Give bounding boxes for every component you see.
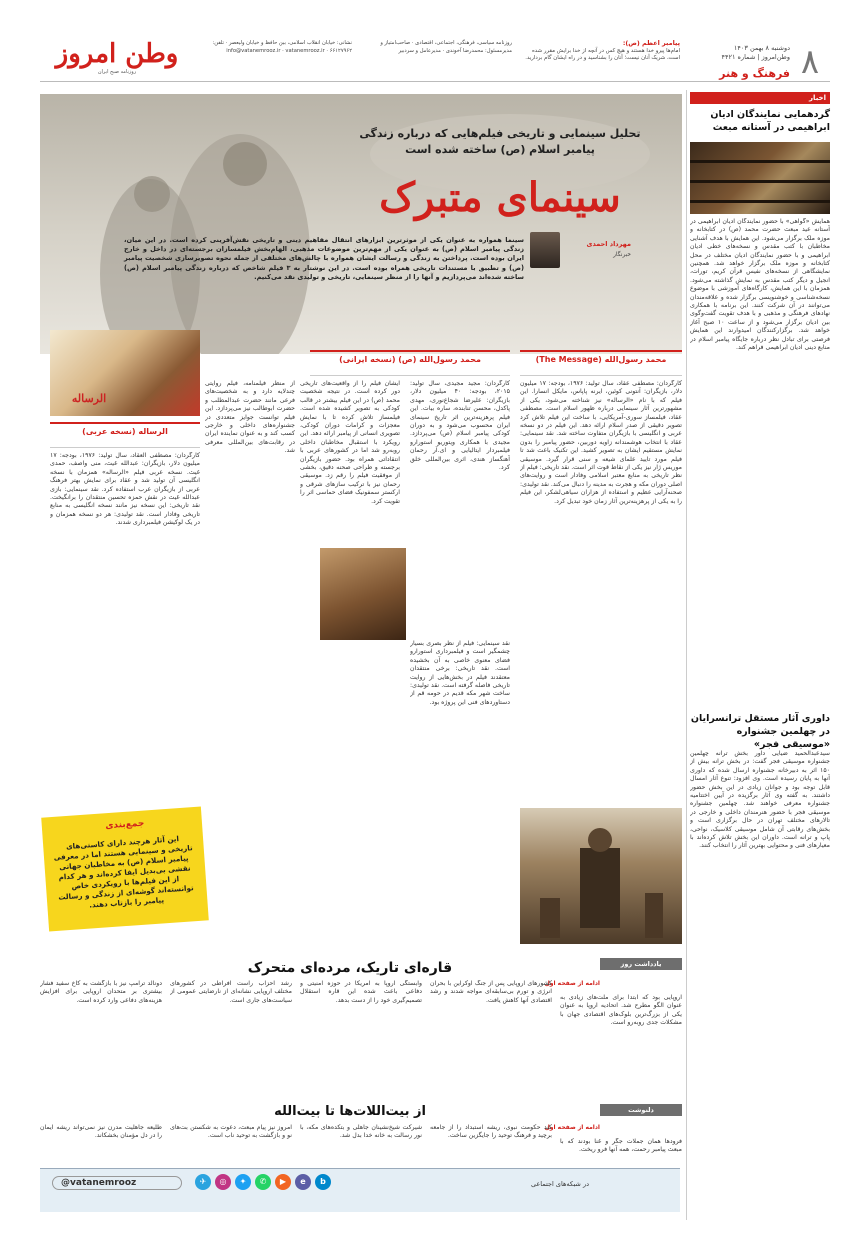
- aparat-icon[interactable]: ▶: [275, 1174, 291, 1190]
- column-heading-iranian-version: محمد رسول‌الله (ص) (نسخه ایرانی): [310, 350, 510, 376]
- editorial-column: رشد احزاب راست افراطی در کشورهای مختلف اروپایی نشانه‌ای از نارضایتی عمومی از سیاست‌های جاری است.: [170, 980, 292, 1004]
- note-column: شیرکت شیخ‌نشینان جاهلی و بتکده‌های مکه، با نور رسالت به خانه خدا بدل شد.: [300, 1124, 422, 1140]
- sidebar-headline-2[interactable]: داوری آثار مستقل ترانسرایان در چهلمین جشنواره «موسیقی فجر»: [690, 713, 830, 750]
- horseman-silhouette: [520, 808, 682, 944]
- column-divider: [686, 90, 687, 1220]
- column-text-the-message: کارگردان: مصطفی عقاد، سال تولید: ۱۹۷۶، بودجه: ۱۷ میلیون دلار، بازیگران: آنتونی کوئین، ایرنه پاپاس، مایکل انسارا. این فیلم که با نام «الرساله» نیز شناخته می‌شود، یکی از مشهورترین آثار سینمایی درباره ظهور اسلام است. مصطفی عقاد، فیلمساز سوری-آمریکایی، با ساخت این فیلم تلاش کرد تصویر دقیقی از صدر اسلام ارائه دهد. این فیلم در دو نسخه عربی و انگلیسی با بازیگران متفاوت ساخته شد. نقد سینمایی: عقاد با انتخاب هوشمندانه زاویه دوربین، حضور پیامبر را بدون نمایش مستقیم ایشان به تصویر کشید. این تکنیک باعث شد تا فیلم مورد تایید علمای شیعه و سنی قرار گیرد. موسیقی موریس ژار نیز یکی از نقاط قوت اثر است. نقد تاریخی: فیلم از نظر تاریخی به منابع معتبر اسلامی وفادار است و روایت‌های اصلی دوران مکه و هجرت به مدینه را دنبال می‌کند. نقد تولیدی: صحنه‌آرایی عظیم و استفاده از هزاران سیاهی‌لشکر، این فیلم را به یکی از پرهزینه‌ترین آثار زمان خود تبدیل کرد.: [520, 380, 682, 505]
- poster-title: الرساله: [71, 392, 107, 405]
- editorial-column: وابستگی اروپا به آمریکا در حوزه امنیتی و دفاعی باعث شده این قاره استقلال تصمیم‌گیری خود را از دست بدهد.: [300, 980, 422, 1004]
- column-text-iranian-version: کارگردان: مجید مجیدی، سال تولید: ۲۰۱۵، بودجه: ۴۰ میلیون دلار، بازیگران: علیرضا شجاع‌نوری، مهدی پاکدل، محسن تنابنده، ساره بیات. این فیلم پرهزینه‌ترین اثر تاریخ سینمای ایران محسوب می‌شود و به دوران کودکی پیامبر اسلام (ص) می‌پردازد. مجیدی با همکاری ویتوریو استورارو فیلمبردار ایتالیایی و ای.آر رحمان آهنگساز هندی، اثری بین‌المللی خلق کرد.: [410, 380, 510, 472]
- eitaa-icon[interactable]: e: [295, 1174, 311, 1190]
- note-column: طلیعه جاهلیت مدرن نیز نمی‌تواند ریشه ایمان را در دل مؤمنان بخشکاند.: [40, 1124, 162, 1140]
- summary-title: جمع‌بندی: [104, 818, 145, 832]
- quote-title: پیامبر اعظم (ص):: [622, 39, 680, 47]
- editorial-body: [40, 980, 682, 1100]
- author-avatar: [530, 232, 560, 268]
- editorial-column: کشورهای اروپایی پس از جنگ اوکراین با بحران انرژی و تورم بی‌سابقه‌ای مواجه شدند و رشد اقتصادی آنها کاهش یافت.: [430, 980, 552, 1004]
- film-scene-photo: [520, 808, 682, 944]
- bale-icon[interactable]: b: [315, 1174, 331, 1190]
- section-label: فرهنگ و هنر: [719, 67, 790, 80]
- quote-box: [520, 40, 680, 80]
- newspaper-logo[interactable]: وطن امروز: [55, 39, 179, 69]
- logo-tagline: روزنامه صبح ایران: [97, 69, 137, 75]
- author-name: مهرداد احمدی: [586, 240, 631, 248]
- social-caption: در شبکه‌های اجتماعی: [531, 1180, 589, 1188]
- social-handle[interactable]: @vatanemrooz: [52, 1176, 182, 1190]
- page-number: ۸: [800, 42, 820, 82]
- instagram-icon[interactable]: ◎: [215, 1174, 231, 1190]
- feature-lead: سینما همواره به عنوان یکی از موثرترین ابزارهای انتقال مفاهیم دینی و تاریخی نقش‌آفرینی کرده است. در این میان، زندگی پیامبر اسلام (ص) به عنوان یکی از مهم‌ترین موضوعات مذهبی، الهام‌بخش فیلمسازان برجسته‌ای در داخل و خارج ایران بوده است. پرداختن به زندگی و رسالت ایشان همواره با چالش‌های مختلفی از جمله نحوه تصویرسازی شخصیت پیامبر (ص) و تطبیق با مستندات تاریخی همراه بوده است. در این نوشتار به ۳ فیلم شاخص که درباره زندگی پیامبر اسلام (ص) ساخته شده‌اند می‌پردازیم و آنها را از منظر سینمایی، تاریخی و تولیدی نقد می‌کنیم.: [124, 236, 525, 281]
- note-column: فرودها همان جملات جگر و غنا بودند که با مبعث پیامبر رحمت، همه آنها فرو ریخت.: [560, 1138, 682, 1154]
- column-text-arabic-version: کارگردان: مصطفی العقاد، سال تولید: ۱۹۷۶، بودجه: ۱۷ میلیون دلار، بازیگران: عبدالله غیث، منی واصف، حمدی غیث. نسخه عربی فیلم «الرساله» همزمان با نسخه انگلیسی آن تولید شد و عقاد برای نمایش بهتر فرهنگ عربی از بازیگران عرب استفاده کرد. نقد سینمایی: بازی عبدالله غیث در نقش حمزه تحسین منتقدان را برانگیخت. نقد تاریخی: این نسخه نیز مانند نسخه انگلیسی به منابع تاریخی وفادار است. نقد تولیدی: هر دو نسخه همزمان و در یک لوکیشن فیلمبرداری شدند.: [50, 452, 200, 527]
- feature-title[interactable]: سینمای متبرک: [379, 174, 621, 221]
- library-photo: [690, 142, 830, 214]
- date-text: دوشنبه ۸ بهمن ۱۴۰۳: [733, 44, 790, 52]
- column-text-iranian-version-continued: نقد سینمایی: فیلم از نظر بصری بسیار چشمگیر است و فیلمبرداری استورارو فضای معنوی خاصی به آن بخشیده است. نقد تاریخی: برخی منتقدان معتقدند فیلم در بخش‌هایی از روایت تاریخی فاصله گرفته است. نقد تولیدی: ساخت شهر مکه قدیم در حومه قم از دستاوردهای فنی این پروژه بود.: [410, 640, 510, 706]
- publisher-info-col1: روزنامه سیاسی، فرهنگی، اجتماعی، اقتصادی · صاحب‌امتیاز و مدیرمسئول: محمدرضا آخوندی · مدیرعامل و سردبیر: [380, 40, 512, 54]
- column-heading-the-message: محمد رسول‌الله (The Message): [520, 350, 682, 376]
- publisher-info-col2: نشانی: خیابان انقلاب اسلامی، بین حافظ و خیابان ولیعصر · تلفن: ۶۶۱۲۷۹۶۲ · info@vatanemrooz.ir · vatanemrooz.ir: [212, 40, 352, 54]
- column-text-analysis-continued: از منظر فیلمنامه، فیلم روایتی چندلایه دارد و به شخصیت‌های فرعی مانند حضرت عبدالمطلب و حضرت ابوطالب نیز می‌پردازد. این فیلم توانست جوایز متعددی در جشنواره‌های داخلی و خارجی کسب کند و به عنوان نماینده ایران در رقابت‌های بین‌المللی معرفی شد.: [205, 380, 295, 455]
- author-role: خبرنگار: [613, 252, 631, 258]
- summary-text: این آثار هرچند دارای کاستی‌های تاریخی و سینمایی هستند اما در معرفی پیامبر اسلام (ص) به مخاطبان جهانی نقشی بی‌بدیل ایفا کرده‌اند و هر کدام از این فیلم‌ها با رویکردی خاص توانسته‌اند گوشه‌ای از زندگی و رسالت پیامبر را بازتاب دهند.: [53, 834, 194, 910]
- sidebar-article-2: سیدعبدالحمید ضیایی داور بخش ترانه چهلمین جشنواره موسیقی فجر گفت: در بخش ترانه بیش از ۱۵۰ اثر به دبیرخانه جشنواره ارسال شده که داوری آنها به پایان رسیده است. وی افزود: تنوع آثار امسال قابل توجه بود و جوانان زیادی در این بخش حضور داشتند. به گفته وی آثار برگزیده در آیین اختتامیه جشنواره معرفی خواهند شد. چهلمین جشنواره موسیقی فجر با حضور هنرمندان داخلی و خارجی در تالارهای مختلف تهران در حال برگزاری است و بخش‌های رقابتی آن شامل موسیقی کلاسیک، نواحی، پاپ و ترانه است. داوران این بخش تلاش کرده‌اند با معیارهای فنی و محتوایی بهترین آثار را انتخاب کنند.: [690, 750, 830, 850]
- quote-text: امام‌ها پیرو خدا هستند و هیچ کس در آنچه از خدا برایش مقرر شده است، شریک آنان نیست؛ آنان را بشناسید و در راه ایشان گام بردارید.: [525, 47, 680, 62]
- date-block: [690, 44, 790, 68]
- editorial-label: یادداشت روز: [600, 958, 682, 970]
- note-label: دلنوشت: [600, 1104, 682, 1116]
- social-footer: [40, 1168, 680, 1212]
- issue-text: وطن‌امروز | شماره ۴۴۲۱: [721, 53, 790, 61]
- editorial-headline[interactable]: قاره‌ای تاریک، مرده‌ای متحرک: [247, 960, 453, 976]
- note-column: امروز نیز پیام مبعث، دعوت به شکستن بت‌های نو و بازگشت به توحید ناب است.: [170, 1124, 292, 1140]
- whatsapp-icon[interactable]: ✆: [255, 1174, 271, 1190]
- editorial-continued-label: ادامه از صفحه اول: [544, 980, 600, 987]
- feature-subtitle: تحلیل سینمایی و تاریخی فیلم‌هایی که درباره زندگی پیامبر اسلام (ص) ساخته شده است: [359, 127, 641, 156]
- sidebar-article-1: همایش «گواهی» با حضور نمایندگان ادیان ابراهیمی در آستانه عید مبعث حضرت محمد (ص) در کتابخانه و موزه ملک برگزار می‌شود. این همایش با هدف آشنایی مخاطبان با کتب مقدس و نسخه‌های خطی ادیان ابراهیمی و با حضور نمایندگان ادیان مختلف در محل کتابخانه و موزه ملک برگزار خواهد شد. همچنین نمایشگاهی از نسخه‌های نفیس قرآن کریم، تورات، انجیل و دیگر کتب مقدس به نمایش گذاشته می‌شود. همزمان با این همایش، کارگاه‌های آموزشی با موضوع نسخه‌شناسی و خوشنویسی برگزار شده و علاقه‌مندان می‌توانند در آن شرکت کنند. این برنامه با همکاری نهادهای فرهنگی و مذهبی و با هدف تقویت گفت‌وگوی بین ادیان برگزار می‌شود و از ساعت ۱۰ صبح آغاز خواهد شد. برگزارکنندگان امیدوارند این همایش فرصتی برای تبادل نظر درباره جایگاه پیامبر اسلام در منابع دینی ادیان ابراهیمی فراهم کند.: [690, 218, 830, 352]
- editorial-column: اروپایی بود که ابتدا برای ملت‌های زیادی به عنوان الگو مطرح شد. اتحادیه اروپا به عنوان یکی از بزرگ‌ترین بلوک‌های اقتصادی جهان با مشکلات جدی روبه‌رو است.: [560, 994, 682, 1027]
- news-section-bar: اخبار: [690, 92, 830, 104]
- column-text-analysis: ایشان فیلم را از واقعیت‌های تاریخی دور کرده است. در نتیجه شخصیت محمد (ص) در این فیلم بیشتر در قالب کودکی به تصویر کشیده شده است. فیلمساز تلاش کرده تا با نمایش معجزات و کرامات دوران کودکی، تصویری انسانی از پیامبر ارائه دهد. این رویکرد با استقبال مخاطبان داخلی روبه‌رو شد اما در کشورهای عربی با انتقاداتی همراه بود. حضور بازیگران برجسته و طراحی صحنه دقیق، بخشی از موفقیت فیلم را رقم زد. موسیقی رحمان نیز با ترکیب سازهای شرقی و ارکستر سمفونیک فضای حماسی اثر را تقویت کرد.: [300, 380, 400, 505]
- twitter-icon[interactable]: ✦: [235, 1174, 251, 1190]
- note-continued-label: ادامه از صفحه اول: [544, 1124, 600, 1131]
- column-heading-arabic-version: الرساله (نسخه عربی): [50, 422, 200, 448]
- editorial-column: دونالد ترامپ نیز با بازگشت به کاخ سفید فشار بیشتری بر متحدان اروپایی برای افزایش هزینه‌های دفاعی وارد کرده است.: [40, 980, 162, 1004]
- note-headline[interactable]: از بیت‌اللات‌ها تا بیت‌الله: [274, 1104, 426, 1119]
- publisher-info: [202, 40, 512, 80]
- note-column: کند حکومت نبوی، ریشه استبداد را از جامعه برچید و فرهنگ توحید را جایگزین ساخت.: [430, 1124, 552, 1140]
- sidebar-headline-1[interactable]: گردهمایی نمایندگان ادیان ابراهیمی در آستانه مبعث: [710, 109, 830, 133]
- telegram-icon[interactable]: ✈: [195, 1174, 211, 1190]
